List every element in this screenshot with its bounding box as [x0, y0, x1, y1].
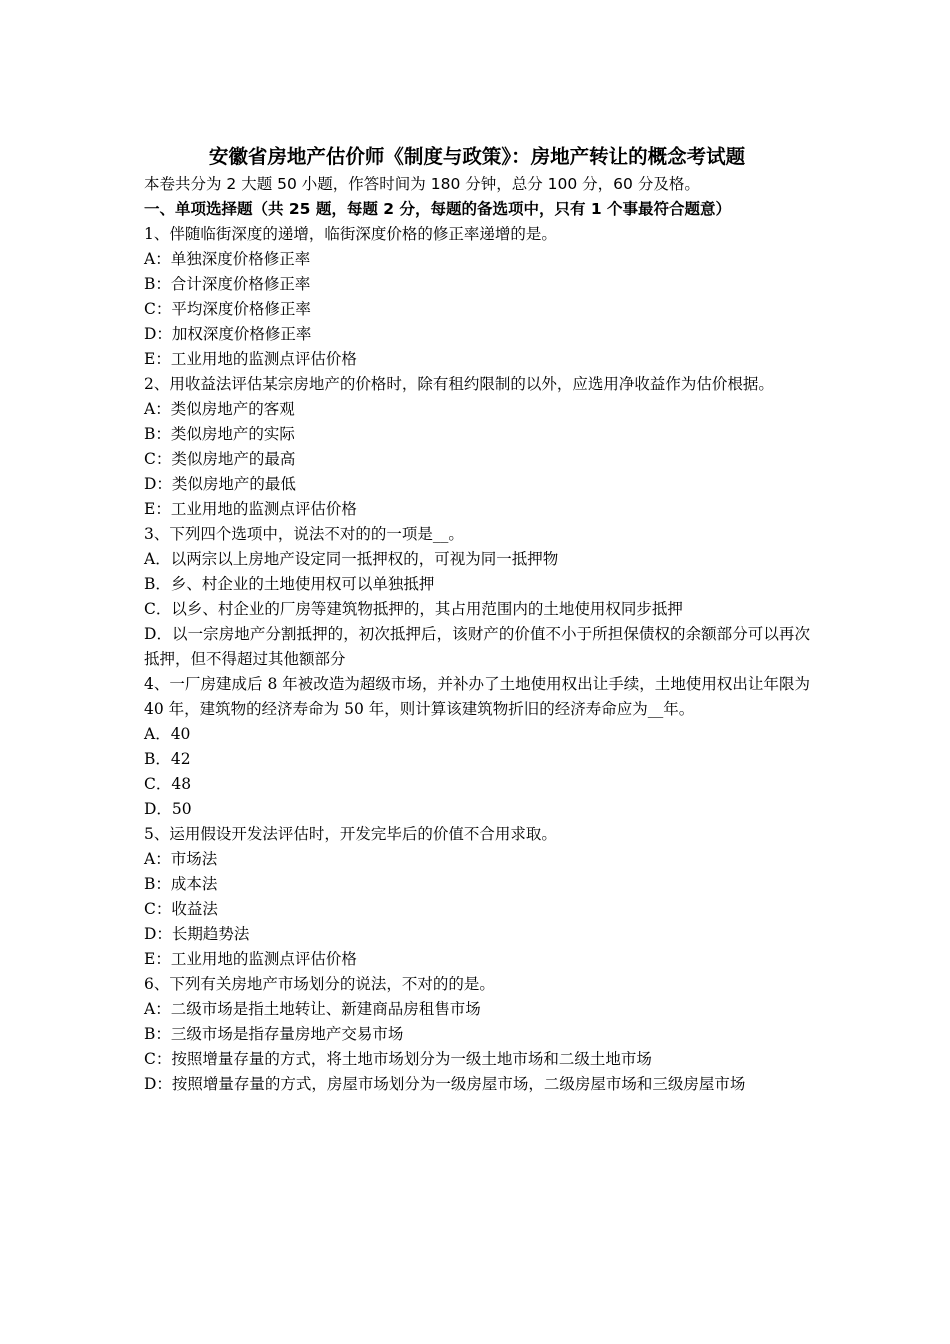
answer-option: E：工业用地的监测点评估价格: [144, 500, 357, 518]
answer-option: A：单独深度价格修正率: [144, 250, 311, 268]
answer-option: B：成本法: [144, 875, 218, 893]
answer-option: D．以一宗房地产分割抵押的，初次抵押后，该财产的价值不小于所担保债权的余额部分可以再次抵押，但不得超过其他额部分: [144, 625, 810, 668]
answer-option: C：收益法: [144, 900, 218, 918]
answer-option: E：工业用地的监测点评估价格: [144, 350, 357, 368]
document-title: 安徽省房地产估价师《制度与政策》：房地产转让的概念考试题: [208, 145, 746, 168]
answer-option: D：类似房地产的最低: [144, 475, 296, 493]
question-stem: 4、一厂房建成后 8 年被改造为超级市场，并补办了土地使用权出让手续，土地使用权出让年限为 40 年，建筑物的经济寿命为 50 年，则计算该建筑物折旧的经济寿命应为__年。: [144, 675, 810, 718]
question-block: [144, 222, 810, 372]
document-body: [144, 142, 810, 1097]
answer-option: E：工业用地的监测点评估价格: [144, 950, 357, 968]
answer-option: C：按照增量存量的方式，将土地市场划分为一级土地市场和二级土地市场: [144, 1050, 652, 1068]
question-stem: 5、运用假设开发法评估时，开发完毕后的价值不合用求取。: [144, 825, 557, 843]
answer-option: C．以乡、村企业的厂房等建筑物抵押的，其占用范围内的土地使用权同步抵押: [144, 600, 683, 618]
answer-option: D：按照增量存量的方式，房屋市场划分为一级房屋市场，二级房屋市场和三级房屋市场: [144, 1075, 746, 1093]
answer-option: D：加权深度价格修正率: [144, 325, 312, 343]
answer-option: B：合计深度价格修正率: [144, 275, 311, 293]
question-stem: 2、用收益法评估某宗房地产的价格时，除有租约限制的以外，应选用净收益作为估价根据。: [144, 375, 774, 393]
answer-option: A：二级市场是指土地转让、新建商品房租售市场: [144, 1000, 481, 1018]
answer-option: D．50: [144, 800, 192, 818]
answer-option: C：类似房地产的最高: [144, 450, 296, 468]
answer-option: B：三级市场是指存量房地产交易市场: [144, 1025, 404, 1043]
question-stem: 6、下列有关房地产市场划分的说法，不对的的是。: [144, 975, 495, 993]
answer-option: A：市场法: [144, 850, 218, 868]
exam-intro: 本卷共分为 2 大题 50 小题，作答时间为 180 分钟，总分 100 分，60 分及格。: [144, 175, 700, 193]
answer-option: C．48: [144, 775, 192, 793]
answer-option: D：长期趋势法: [144, 925, 250, 943]
question-stem: 1、伴随临街深度的递增，临街深度价格的修正率递增的是。: [144, 225, 557, 243]
question-stem: 3、下列四个选项中，说法不对的的一项是__。: [144, 525, 464, 543]
question-block: [144, 372, 810, 522]
section-heading: 一、单项选择题（共 25 题，每题 2 分，每题的备选项中，只有 1 个事最符合题意）: [144, 200, 732, 218]
answer-option: C：平均深度价格修正率: [144, 300, 311, 318]
answer-option: A：类似房地产的客观: [144, 400, 295, 418]
answer-option: B．42: [144, 750, 191, 768]
question-block: [144, 972, 810, 1097]
answer-option: A．40: [144, 725, 191, 743]
answer-option: B：类似房地产的实际: [144, 425, 295, 443]
question-block: [144, 672, 810, 822]
answer-option: A．以两宗以上房地产设定同一抵押权的，可视为同一抵押物: [144, 550, 559, 568]
answer-option: B．乡、村企业的土地使用权可以单独抵押: [144, 575, 435, 593]
question-block: [144, 522, 810, 672]
question-block: [144, 822, 810, 972]
